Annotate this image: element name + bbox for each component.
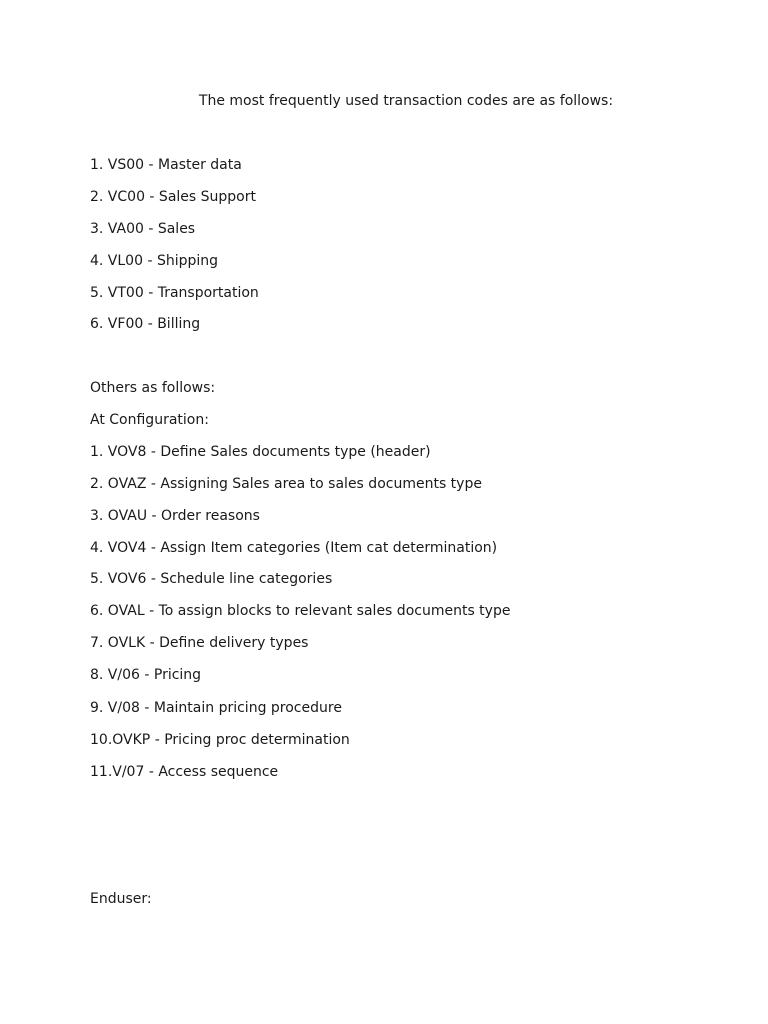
- config-list-item: 9. V/08 - Maintain pricing procedure: [90, 700, 342, 716]
- enduser-heading: Enduser:: [90, 891, 152, 907]
- config-list-item: 6. OVAL - To assign blocks to relevant sales documents type: [90, 603, 511, 619]
- config-list-item: 4. VOV4 - Assign Item categories (Item cat determination): [90, 540, 498, 556]
- config-list-item: 3. OVAU - Order reasons: [90, 508, 260, 524]
- document-title: The most frequently used transaction codes are as follows:: [198, 93, 614, 109]
- config-list-item: 10.OVKP - Pricing proc determination: [90, 732, 350, 748]
- others-heading: Others as follows:: [90, 380, 216, 396]
- main-list-item: 2. VC00 - Sales Support: [90, 189, 256, 205]
- main-list-item: 4. VL00 - Shipping: [90, 253, 219, 269]
- config-list-item: 2. OVAZ - Assigning Sales area to sales documents type: [90, 476, 482, 492]
- config-list-item: 5. VOV6 - Schedule line categories: [90, 571, 333, 587]
- main-list-item: 3. VA00 - Sales: [90, 221, 196, 237]
- main-list-item: 6. VF00 - Billing: [90, 316, 201, 332]
- config-list-item: 7. OVLK - Define delivery types: [90, 635, 309, 651]
- main-list-item: 5. VT00 - Transportation: [90, 285, 259, 301]
- config-heading: At Configuration:: [90, 412, 209, 428]
- main-list-item: 1. VS00 - Master data: [90, 157, 242, 173]
- config-list-item: 8. V/06 - Pricing: [90, 667, 202, 683]
- config-list-item: 11.V/07 - Access sequence: [90, 764, 279, 780]
- config-list-item: 1. VOV8 - Define Sales documents type (header): [90, 444, 431, 460]
